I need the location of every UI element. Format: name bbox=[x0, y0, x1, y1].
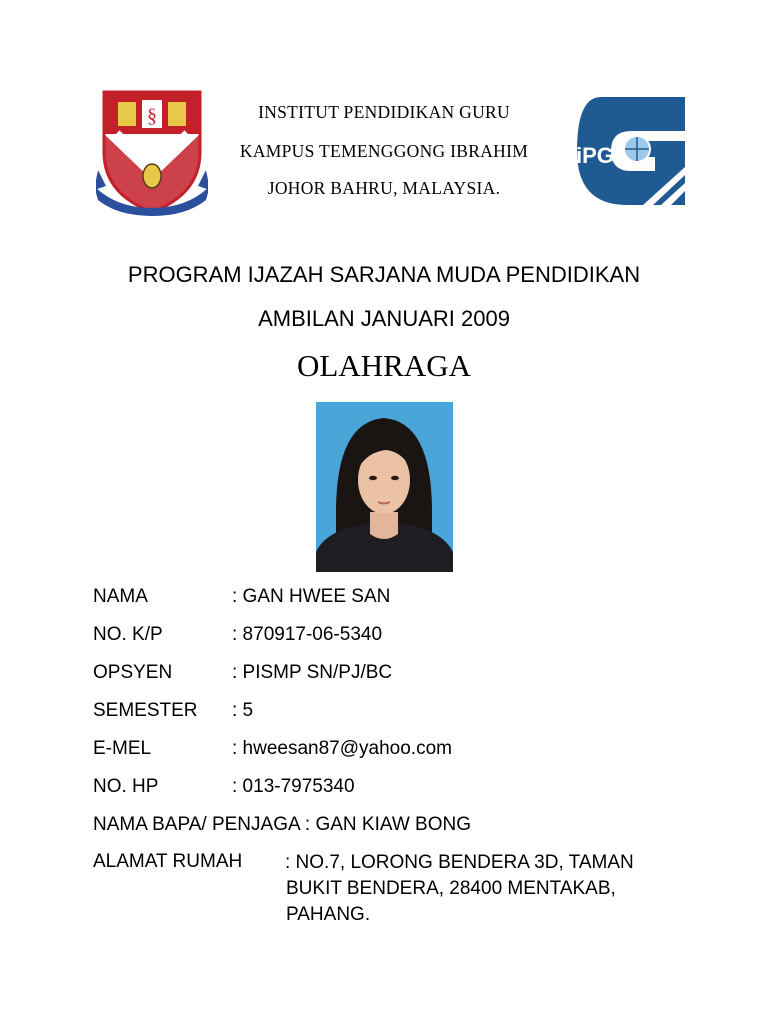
guardian-label: NAMA BAPA/ PENJAGA bbox=[93, 814, 300, 835]
institute-campus: KAMPUS TEMENGGONG IBRAHIM bbox=[239, 141, 529, 161]
address-value bbox=[285, 850, 685, 928]
semester-value: : 5 bbox=[232, 700, 254, 721]
address-line-2: BUKIT BENDERA, 28400 MENTAKAB, bbox=[286, 878, 616, 899]
nama-label: NAMA bbox=[93, 586, 148, 607]
detail-row-guardian bbox=[93, 813, 471, 837]
kp-value: : 870917-06-5340 bbox=[232, 624, 383, 645]
institute-name: INSTITUT PENDIDIKAN GURU bbox=[258, 102, 510, 122]
ipg-logo-text: iPG bbox=[576, 143, 614, 168]
semester-label: SEMESTER bbox=[93, 700, 198, 721]
kp-label: NO. K/P bbox=[93, 624, 163, 645]
subject-title: OLAHRAGA bbox=[297, 348, 471, 383]
institute-location: JOHOR BAHRU, MALAYSIA. bbox=[267, 178, 501, 198]
university-crest-icon bbox=[96, 90, 208, 216]
email-label: E-MEL bbox=[93, 738, 152, 759]
address-line-3: PAHANG. bbox=[286, 904, 371, 925]
opsyen-label: OPSYEN bbox=[93, 662, 173, 683]
program-intake: AMBILAN JANUARI 2009 bbox=[258, 306, 510, 331]
phone-label: NO. HP bbox=[93, 776, 159, 797]
guardian-value: : GAN KIAW BONG bbox=[304, 814, 471, 835]
address-label: ALAMAT RUMAH bbox=[93, 851, 243, 872]
address-line-1: : NO.7, LORONG BENDERA 3D, TAMAN bbox=[285, 852, 634, 873]
phone-value: : 013-7975340 bbox=[232, 776, 355, 797]
opsyen-value: : PISMP SN/PJ/BC bbox=[232, 662, 393, 683]
svg-text:§: § bbox=[147, 105, 157, 127]
email-value: : hweesan87@yahoo.com bbox=[232, 738, 452, 759]
nama-value: : GAN HWEE SAN bbox=[232, 586, 391, 607]
ipg-logo-icon bbox=[573, 97, 685, 205]
program-title: PROGRAM IJAZAH SARJANA MUDA PENDIDIKAN bbox=[127, 262, 641, 287]
student-photo bbox=[316, 402, 453, 572]
